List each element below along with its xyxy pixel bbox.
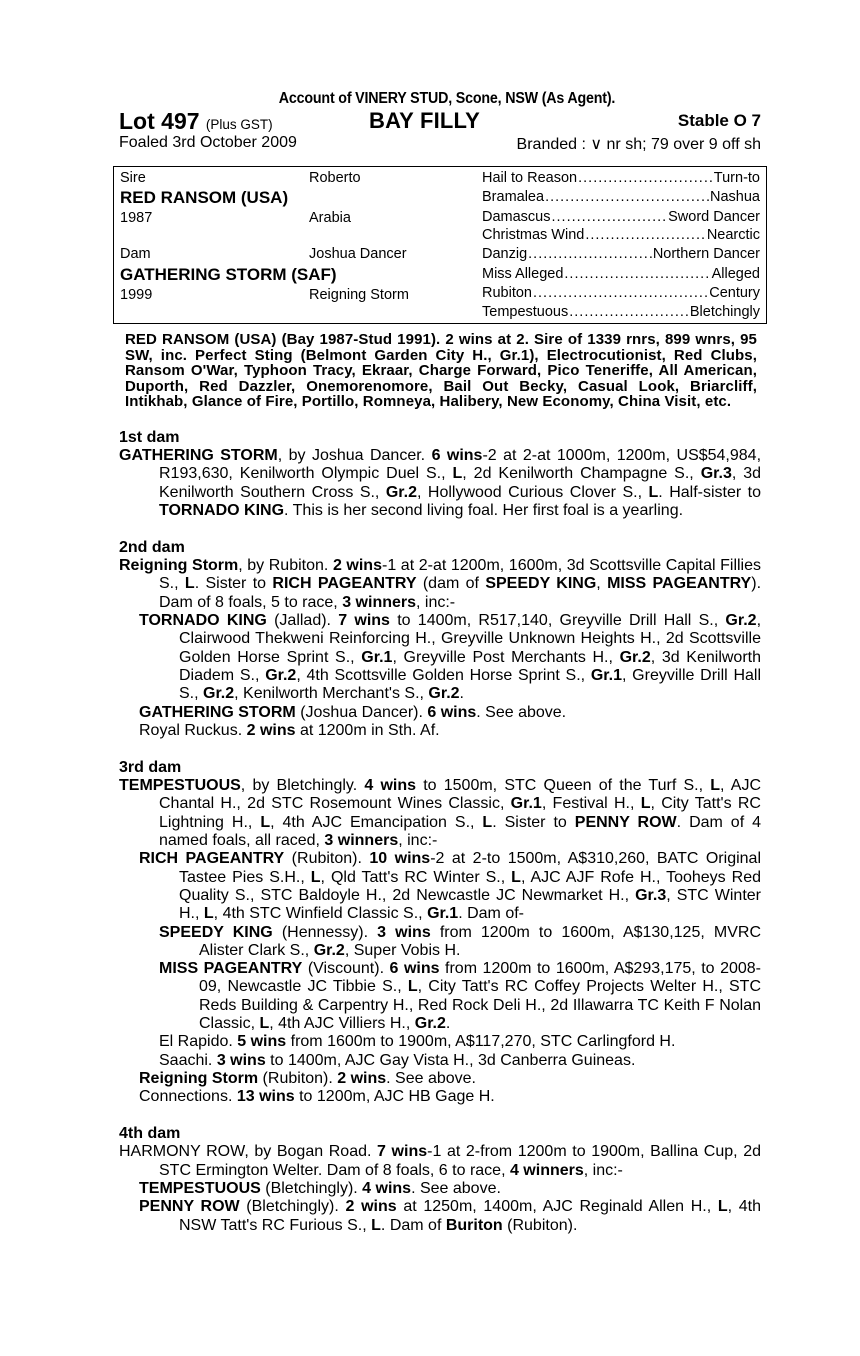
dam-section	[119, 1124, 761, 1234]
dam-paragraph	[119, 447, 761, 520]
body-text: , by Joshua Dancer.	[277, 446, 432, 464]
body-text: HARMONY ROW, by Bogan Road.	[119, 1143, 378, 1161]
emphasis-text: L	[482, 813, 493, 831]
dam-paragraph	[119, 1143, 761, 1180]
ancestor-row: Bramalea ..... Nashua	[482, 189, 760, 205]
emphasis-text: L	[184, 575, 195, 593]
body-text: (Bletchingly).	[239, 1198, 346, 1216]
emphasis-text: Reigning Storm	[119, 557, 239, 575]
body-text: (Rubiton).	[284, 850, 370, 868]
dam-paragraph	[119, 722, 761, 740]
dam-paragraph	[119, 1198, 761, 1235]
body-text: , 4th STC Winfield Classic S.,	[213, 905, 428, 923]
stable-location: Stable O 7	[677, 111, 761, 130]
emphasis-text: 2 wins	[345, 1198, 397, 1216]
emphasis-text: L	[260, 813, 271, 831]
dam-dam: Reigning Storm	[309, 287, 409, 303]
emphasis-text: 2 wins	[332, 557, 382, 575]
body-text: , 4th AJC Emancipation S.,	[270, 813, 483, 831]
body-text: . See above.	[386, 1069, 476, 1087]
emphasis-text: Reigning Storm	[139, 1069, 259, 1087]
body-text: to 1400m, R517,140, Greyville Drill Hall S.,	[389, 612, 726, 630]
horse-description: BAY FILLY	[369, 108, 481, 133]
ancestor-row: Miss Alleged ..... Alleged	[482, 266, 760, 282]
emphasis-text: TEMPESTUOUS	[119, 777, 241, 795]
emphasis-text: 6 wins	[431, 446, 483, 464]
body-text: , 3d Kenilworth Southern Cross S.,	[159, 465, 762, 501]
dam-paragraph	[119, 557, 761, 612]
sire-sire: Roberto	[309, 170, 361, 186]
body-text: (Bletchingly).	[260, 1180, 363, 1198]
emphasis-text: 6 wins	[389, 960, 440, 978]
body-text: , inc:-	[583, 1161, 623, 1179]
emphasis-text: L	[717, 1198, 728, 1216]
body-text: , by Bletchingly.	[240, 777, 365, 795]
emphasis-text: 7 wins	[377, 1143, 428, 1161]
emphasis-text: Gr.2	[414, 1014, 446, 1032]
body-text: , Qld Tatt's RC Winter S.,	[320, 868, 512, 886]
body-text: , Greyville Drill Hall S.,	[179, 666, 762, 703]
emphasis-text: L	[203, 905, 214, 923]
body-text: -1 at 2-from 1200m to 1900m, Ballina Cup, 2d STC Ermington Welter. Dam of 8 foals, 6 to race,	[159, 1143, 762, 1179]
body-text: , 4th NSW Tatt's RC Furious S.,	[179, 1198, 762, 1234]
dam-paragraph	[119, 960, 761, 1033]
foaled-date: Foaled 3rd October 2009	[119, 134, 297, 151]
gst-note: (Plus GST)	[205, 117, 273, 132]
dam-name: GATHERING STORM (SAF)	[120, 265, 337, 284]
emphasis-text: SPEEDY KING	[485, 575, 597, 593]
emphasis-text: L	[648, 483, 659, 501]
body-text: (Viscount).	[302, 960, 390, 978]
body-text: . Dam of	[380, 1216, 446, 1234]
dam-paragraph	[119, 612, 761, 703]
dam-year: 1999	[120, 287, 153, 303]
emphasis-text: RICH PAGEANTRY	[139, 850, 285, 868]
body-text: Royal Ruckus.	[139, 721, 247, 739]
emphasis-text: GATHERING STORM	[119, 446, 278, 464]
emphasis-text: 13 wins	[236, 1088, 295, 1106]
emphasis-text: MISS PAGEANTRY	[159, 960, 303, 978]
body-text: , inc:-	[416, 593, 456, 611]
dam-section	[119, 758, 761, 1106]
body-text: -2 at 2-at 1000m, 1200m, US$54,984, R193,630, Kenilworth Olympic Duel S.,	[159, 446, 762, 483]
catalogue-page	[119, 90, 761, 1235]
body-text: . Dam of 4 named foals, all raced,	[159, 813, 762, 850]
emphasis-text: 2 wins	[337, 1069, 387, 1087]
body-text: . See above.	[476, 703, 567, 721]
body-text: (Rubiton).	[258, 1069, 338, 1087]
body-text: Saachi.	[159, 1051, 217, 1069]
emphasis-text: L	[259, 1014, 270, 1032]
emphasis-text: L	[310, 868, 321, 886]
emphasis-text: Gr.2	[619, 648, 651, 666]
emphasis-text: Gr.1	[590, 666, 622, 684]
dam-section	[119, 538, 761, 740]
ancestor-row: Danzig ..... Northern Dancer	[482, 246, 760, 262]
body-text: , 4th Scottsville Golden Horse Sprint S.,	[296, 666, 591, 684]
dam-heading: 3rd dam	[119, 759, 182, 777]
body-text: . Dam of-	[458, 905, 524, 923]
body-text: , City Tatt's RC Coffey Projects Welter H., STC Reds Building & Carpentry H., Red Rock Deli H., 2d Illawarra TC Keith F Nolan Classic,	[199, 978, 761, 1032]
emphasis-text: RICH PAGEANTRY	[272, 575, 417, 593]
emphasis-text: 2 wins	[246, 721, 296, 739]
emphasis-text: L	[407, 978, 418, 996]
body-text: Connections.	[139, 1088, 237, 1106]
lot-number	[119, 108, 273, 135]
dam-paragraph	[119, 1052, 761, 1070]
emphasis-text: Buriton	[445, 1216, 503, 1234]
dam-paragraph	[119, 1180, 761, 1198]
pedigree-table	[113, 166, 767, 324]
body-text: , Clairwood Thekweni Reinforcing H., Greyville Unknown Heights H., 2d Scottsville Golden Horse Sprint S.,	[179, 612, 762, 666]
dam-label: Dam	[120, 246, 151, 262]
body-text: from 1200m to 1600m, A$130,125, MVRC Alister Clark S.,	[199, 923, 761, 959]
emphasis-text: 5 wins	[237, 1033, 287, 1051]
body-text: (Rubiton).	[502, 1216, 578, 1234]
dam-paragraph	[119, 1088, 761, 1106]
ancestor-row: Damascus ..... Sword Dancer	[482, 209, 760, 225]
ancestor-row: Tempestuous ..... Bletchingly	[482, 304, 760, 320]
emphasis-text: Gr.2	[725, 612, 757, 630]
sire-name: RED RANSOM (USA)	[120, 188, 289, 207]
body-text: , City Tatt's RC Lightning H.,	[159, 795, 761, 831]
emphasis-text: 4 winners	[509, 1161, 584, 1179]
dam-paragraph	[119, 1033, 761, 1051]
body-text: . Half-sister to	[658, 483, 762, 501]
sire-year: 1987	[120, 210, 153, 226]
ancestor-row: Christmas Wind ..... Nearctic	[482, 227, 760, 243]
emphasis-text: Gr.2	[203, 685, 235, 703]
emphasis-text: Gr.2	[265, 666, 297, 684]
emphasis-text: PENNY ROW	[574, 813, 677, 831]
body-text: , Kenilworth Merchant's S.,	[234, 685, 429, 703]
emphasis-text: 3 wins	[216, 1051, 266, 1069]
body-text: (Joshua Dancer).	[295, 703, 428, 721]
emphasis-text: 3 wins	[377, 923, 431, 941]
dam-paragraph	[119, 704, 761, 722]
dam-paragraph	[119, 924, 761, 961]
emphasis-text: L	[511, 868, 521, 886]
emphasis-text: 4 wins	[364, 777, 417, 795]
foaling-row	[119, 134, 761, 158]
emphasis-text: Gr.3	[635, 886, 667, 904]
body-text: , 2d Kenilworth Champagne S.,	[462, 465, 701, 483]
emphasis-text: 3 winners	[324, 832, 399, 850]
body-text: . See above.	[411, 1180, 501, 1198]
emphasis-text: L	[452, 465, 463, 483]
body-text: El Rapido.	[159, 1033, 238, 1051]
emphasis-text: TORNADO KING	[159, 501, 285, 519]
emphasis-text: Gr.1	[361, 648, 393, 666]
emphasis-text: Gr.2	[385, 483, 417, 501]
body-text: at 1250m, 1400m, AJC Reginald Allen H.,	[396, 1198, 718, 1216]
sire-dam: Arabia	[309, 210, 351, 226]
emphasis-text: Gr.3	[700, 465, 732, 483]
body-text: , Festival H.,	[541, 795, 641, 813]
body-text: . Sister to	[492, 813, 575, 831]
dam-heading: 1st dam	[119, 428, 180, 446]
body-text: , by Rubiton.	[238, 557, 333, 575]
body-text: (dam of	[416, 575, 486, 593]
lot-label: Lot 497	[119, 108, 200, 134]
body-text: .	[459, 685, 464, 703]
body-text: from 1600m to 1900m, A$117,270, STC Carlingford H.	[286, 1033, 676, 1051]
emphasis-text: GATHERING STORM	[139, 703, 296, 721]
vendor-line: Account of VINERY STUD, Scone, NSW (As Agent).	[278, 90, 616, 107]
body-text: , Super Vobis H.	[344, 941, 461, 959]
emphasis-text: 7 wins	[338, 612, 390, 630]
body-text: to 1200m, AJC HB Gage H.	[294, 1088, 495, 1106]
body-text: . This is her second living foal. Her first foal is a yearling.	[284, 501, 684, 519]
emphasis-text: TORNADO KING	[139, 612, 267, 630]
emphasis-text: PENNY ROW	[139, 1198, 240, 1216]
body-text: , Greyville Post Merchants H.,	[392, 648, 620, 666]
body-text: , 3d Kenilworth Diadem S.,	[179, 648, 762, 684]
dam-sire: Joshua Dancer	[309, 246, 407, 262]
body-text: , AJC AJF Rofe H., Tooheys Red Quality S., STC Baldoyle H., 2d Newcastle JC Newmarket H.,	[179, 868, 762, 904]
body-text: -1 at 2-at 1200m, 1600m, 3d Scottsville Capital Fillies S.,	[159, 557, 762, 593]
emphasis-text: Gr.2	[428, 685, 460, 703]
body-text: (Jallad).	[266, 612, 339, 630]
emphasis-text: Gr.1	[427, 905, 459, 923]
brand-marks: Branded : ∨ nr sh; 79 over 9 off sh	[516, 136, 761, 153]
body-text: from 1200m to 1600m, A$293,175, to 2008-09, Newcastle JC Tibbie S.,	[199, 960, 762, 996]
emphasis-text: SPEEDY KING	[159, 923, 273, 941]
emphasis-text: TEMPESTUOUS	[139, 1180, 261, 1198]
dam-paragraph	[119, 1070, 761, 1088]
body-text: to 1500m, STC Queen of the Turf S.,	[416, 777, 711, 795]
body-text: at 1200m in Sth. Af.	[295, 721, 440, 739]
family-sections	[119, 428, 761, 1235]
body-text: ). Dam of 8 foals, 5 to race,	[159, 575, 762, 611]
emphasis-text: 3 winners	[342, 593, 417, 611]
body-text: .	[445, 1014, 451, 1032]
body-text: . Sister to	[194, 575, 273, 593]
ancestor-row: Hail to Reason ..... Turn-to	[482, 170, 760, 186]
dam-heading: 2nd dam	[119, 539, 185, 557]
sire-label: Sire	[120, 170, 146, 186]
emphasis-text: L	[710, 777, 721, 795]
lot-header	[119, 108, 761, 134]
body-text: to 1400m, AJC Gay Vista H., 3d Canberra Guineas.	[265, 1051, 636, 1069]
body-text: ,	[596, 575, 608, 593]
body-text: , STC Winter H.,	[179, 886, 762, 923]
dam-heading: 4th dam	[119, 1125, 181, 1143]
emphasis-text: 4 wins	[362, 1180, 412, 1198]
body-text: (Hennessy).	[272, 923, 378, 941]
emphasis-text: L	[640, 795, 651, 813]
body-text: -2 at 2-to 1500m, A$310,260, BATC Original Tastee Pies S.H.,	[179, 850, 761, 886]
emphasis-text: Gr.2	[313, 941, 345, 959]
body-text: , AJC Chantal H., 2d STC Rosemount Wines Classic,	[159, 777, 761, 813]
emphasis-text: 10 wins	[369, 850, 431, 868]
sire-summary: RED RANSOM (USA) (Bay 1987-Stud 1991). 2 wins at 2. Sire of 1339 rnrs, 899 wnrs, 95 SW, inc. Perfect Sting (Belmont Garden City H., Gr.1), Electrocutionist, Red Clubs, Ransom O'War, Typhoon Tracy, Ekraar, Charge Forward, Pico Teneriffe, All American, Duporth, Red Dazzler, Onemorenomore, Bail Out Becky, Casual Look, Briarcliff, Intikhab, Glance of Fire, Portillo, Romneya, Halibery, New Economy, China Visit, etc.	[125, 331, 757, 411]
dam-section	[119, 428, 761, 520]
emphasis-text: MISS PAGEANTRY	[607, 575, 752, 593]
emphasis-text: L	[371, 1216, 381, 1234]
ancestor-row: Rubiton ..... Century	[482, 285, 760, 301]
body-text: , Hollywood Curious Clover S.,	[416, 483, 649, 501]
body-text: , 4th AJC Villiers H.,	[269, 1014, 415, 1032]
emphasis-text: Gr.1	[510, 795, 542, 813]
dam-paragraph	[119, 777, 761, 850]
dam-paragraph	[119, 850, 761, 923]
body-text: , inc:-	[398, 832, 438, 850]
emphasis-text: 6 wins	[427, 703, 477, 721]
